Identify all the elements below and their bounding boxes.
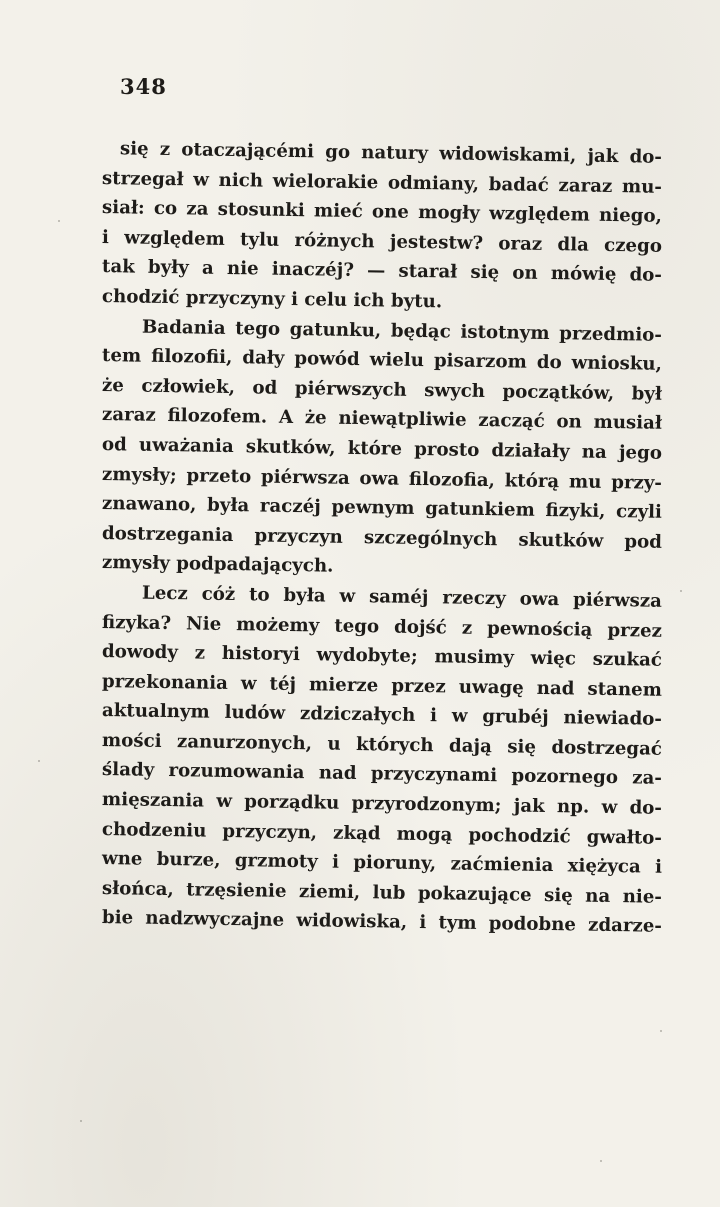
text-line: znawano, była raczéj pewnym gatunkiem fizyki, czyli	[101, 493, 663, 523]
text-line: że człowiek, od piérwszych swych początków, był	[101, 374, 663, 405]
text-line: słońca, trzęsienie ziemi, lub pokazujące się na nie-	[101, 877, 663, 908]
paragraph	[102, 312, 662, 578]
text-line: tem filozofii, dały powód wielu pisarzom do wniosku,	[101, 345, 663, 375]
text-line: i względem tylu różnych jestestw? oraz dla czego	[101, 226, 663, 257]
text-line: mięszania w porządku przyrodzonym; jak np. w do-	[101, 789, 663, 819]
text-line: chodzić przyczyny i celu ich bytu.	[101, 285, 443, 313]
paragraph	[101, 578, 663, 938]
text-line: się z otaczającémi go natury widowiskami, jak do-	[119, 138, 663, 168]
text-line: chodzeniu przyczyn, zkąd mogą pochodzić gwałto-	[101, 818, 663, 849]
text-line: zmysły; przeto piérwsza owa filozofia, którą mu przy-	[101, 463, 663, 494]
paper-speck	[80, 1120, 82, 1122]
text-line: strzegał w nich wielorakie odmiany, badać zaraz mu-	[101, 167, 663, 198]
text-line: przekonania w téj mierze przez uwagę nad stanem	[101, 670, 663, 701]
text-line: Badania tego gatunku, będąc istotnym przedmio-	[141, 316, 663, 346]
text-line: Lecz cóż to była w saméj rzeczy owa piérwsza	[141, 582, 663, 612]
text-line: aktualnym ludów zdziczałych i w grubéj niewiado-	[101, 700, 663, 731]
paper-speck	[38, 760, 40, 762]
text-line: tak były a nie inaczéj? — starał się on mówię do-	[101, 256, 663, 287]
text-line: dostrzegania przyczyn szczególnych skutków pod	[101, 522, 663, 553]
text-line: mości zanurzonych, u których dają się dostrzegać	[101, 729, 663, 760]
body-text	[101, 134, 663, 938]
text-line: wne burze, grzmoty i pioruny, zaćmienia xiężyca i	[101, 848, 663, 879]
paper-speck	[660, 1030, 662, 1032]
text-line: zaraz filozofem. A że niewątpliwie zacząć on musiał	[101, 404, 663, 435]
text-line: zmysły podpadających.	[101, 552, 334, 577]
paper-speck	[680, 590, 682, 592]
paper-speck	[600, 1160, 602, 1162]
text-line: od uważania skutków, które prosto działały na jego	[101, 433, 663, 464]
text-line: bie nadzwyczajne widowiska, i tym podobne zdarze-	[101, 907, 663, 938]
page-number: 348	[120, 74, 167, 99]
text-line: dowody z historyi wydobyte; musimy więc szukać	[101, 641, 663, 671]
text-line: ślady rozumowania nad przyczynami pozornego za-	[101, 759, 663, 790]
text-line: siał: co za stosunki mieć one mogły względem niego,	[101, 197, 663, 227]
paragraph	[102, 134, 662, 312]
text-line: fizyka? Nie możemy tego dojść z pewnością przez	[101, 611, 663, 642]
paper-speck	[58, 220, 60, 222]
